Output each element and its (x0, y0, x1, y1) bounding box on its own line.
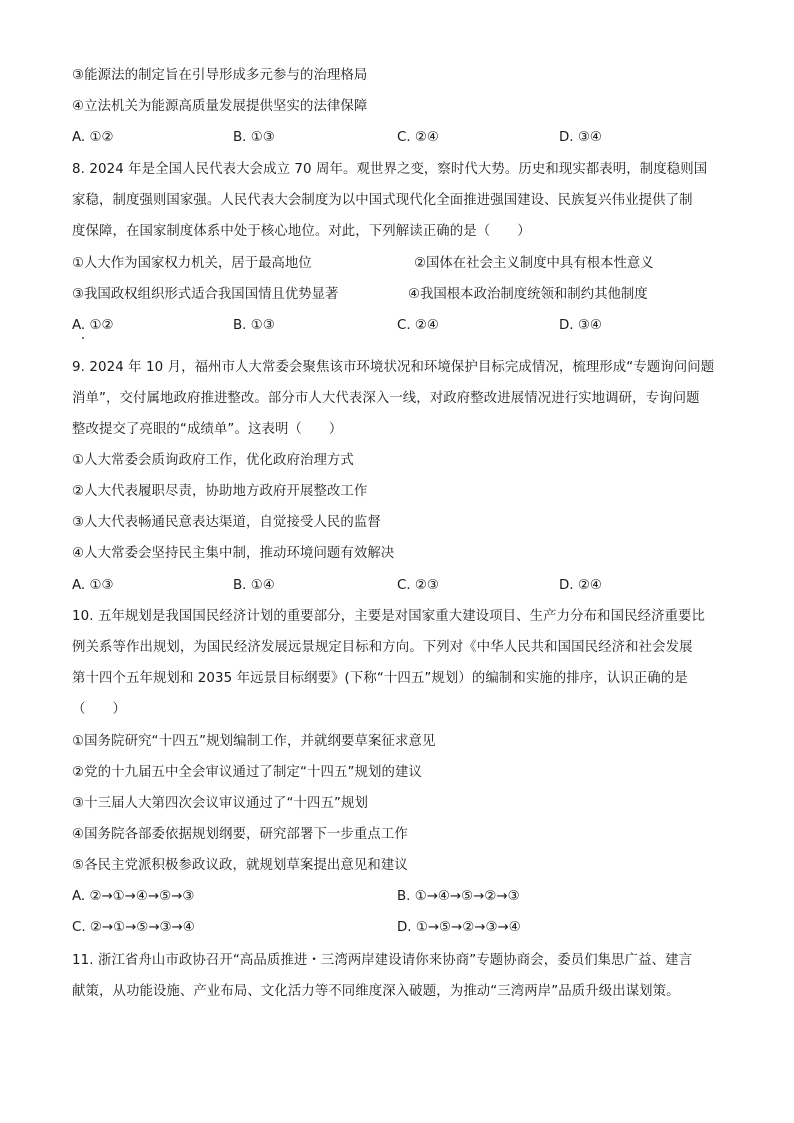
option-c: C. ②④ (397, 318, 439, 333)
question-8-text: 度保障，在国家制度体系中处于核心地位。对此，下列解读正确的是（ ） (72, 224, 531, 239)
option-b: B. ①→④→⑤→②→③ (397, 889, 520, 904)
question-8-text: 家稳，制度强则国家强。人民代表大会制度为以中国式现代化全面推进强国建设、民族复兴伟业提供了制 (72, 193, 693, 208)
option-d: D. ③④ (559, 130, 602, 145)
option-a: A. ①② (72, 318, 114, 333)
statement-3: ③人大代表畅通民意表达渠道，自觉接受人民的监督 (72, 515, 381, 530)
question-9-text: 消单”，交付属地政府推进整改。部分市人大代表深入一线，对政府整改进展情况进行实地调研，专询问题 (72, 391, 700, 406)
option-a: A. ①② (72, 130, 114, 145)
option-c: C. ②④ (397, 130, 439, 145)
statement-2: ②国体在社会主义制度中具有根本性意义 (414, 256, 654, 271)
option-d: D. ①→⑤→②→③→④ (397, 920, 521, 935)
statement-4: ④国务院各部委依据规划纲要，研究部署下一步重点工作 (72, 827, 408, 842)
answer-options (72, 128, 724, 148)
statement-4: ④人大常委会坚持民主集中制，推动环境问题有效解决 (72, 546, 395, 561)
option-d: D. ②④ (559, 578, 602, 593)
question-11-text: 11. 浙江省舟山市政协召开“高品质推进・三湾两岸建设请你来协商”专题协商会，委员们集思广益、建言 (72, 953, 693, 968)
answer-options (72, 576, 724, 596)
option-b: B. ①④ (233, 578, 275, 593)
question-8-text: 8. 2024 年是全国人民代表大会成立 70 周年。观世界之变，察时代大势。历史和现实都表明，制度稳则国 (72, 162, 708, 177)
statement-row (72, 285, 724, 305)
stray-mark (82, 337, 84, 339)
question-9-text: 9. 2024 年 10 月，福州市人大常委会聚焦该市环境状况和环境保护目标完成情况，梳理形成“专题询问问题 (72, 360, 715, 375)
statement-5: ⑤各民主党派积极参政议政，就规划草案提出意见和建议 (72, 858, 408, 873)
statement-4: ④我国根本政治制度统领和制约其他制度 (408, 287, 648, 302)
statement-1: ①人大常委会质询政府工作，优化政府治理方式 (72, 453, 354, 468)
question-10-text: （ ） (72, 702, 126, 717)
question-9-text: 整改提交了亮眼的“成绩单”。这表明（ ） (72, 422, 343, 437)
option-c: C. ②→①→⑤→③→④ (72, 920, 195, 935)
option-a: A. ②→①→④→⑤→③ (72, 889, 195, 904)
statement-1: ①国务院研究“十四五”规划编制工作，并就纲要草案征求意见 (72, 734, 436, 749)
statement-row (72, 254, 724, 274)
question-10-text: 第十四个五年规划和 2035 年远景目标纲要》(下称“十四五”规划）的编制和实施的排序，认识正确的是 (72, 671, 688, 686)
question-10-text: 例关系等作出规划，为国民经济发展远景规定目标和方向。下列对《中华人民共和国国民经济和社会发展 (72, 640, 693, 655)
option-b: B. ①③ (233, 130, 275, 145)
question-11-text: 献策，从功能设施、产业布局、文化活力等不同维度深入破题，为推动“三湾两岸”品质升级出谋划策。 (72, 984, 680, 999)
question-10-text: 10. 五年规划是我国国民经济计划的重要部分，主要是对国家重大建设项目、生产力分布和国民经济重要比 (72, 609, 706, 624)
statement-3: ③我国政权组织形式适合我国国情且优势显著 (72, 287, 339, 302)
option-b: B. ①③ (233, 318, 275, 333)
answer-options (72, 316, 724, 336)
answer-options (72, 918, 724, 938)
statement-3: ③十三届人大第四次会议审议通过了“十四五”规划 (72, 796, 368, 811)
answer-options (72, 887, 724, 907)
statement-4: ④立法机关为能源高质量发展提供坚实的法律保障 (72, 99, 368, 114)
option-a: A. ①③ (72, 578, 114, 593)
option-d: D. ③④ (559, 318, 602, 333)
option-c: C. ②③ (397, 578, 439, 593)
statement-3: ③能源法的制定旨在引导形成多元参与的治理格局 (72, 68, 368, 83)
statement-2: ②人大代表履职尽责，协助地方政府开展整改工作 (72, 484, 368, 499)
statement-1: ①人大作为国家权力机关，居于最高地位 (72, 256, 312, 271)
statement-2: ②党的十九届五中全会审议通过了制定“十四五”规划的建议 (72, 765, 422, 780)
